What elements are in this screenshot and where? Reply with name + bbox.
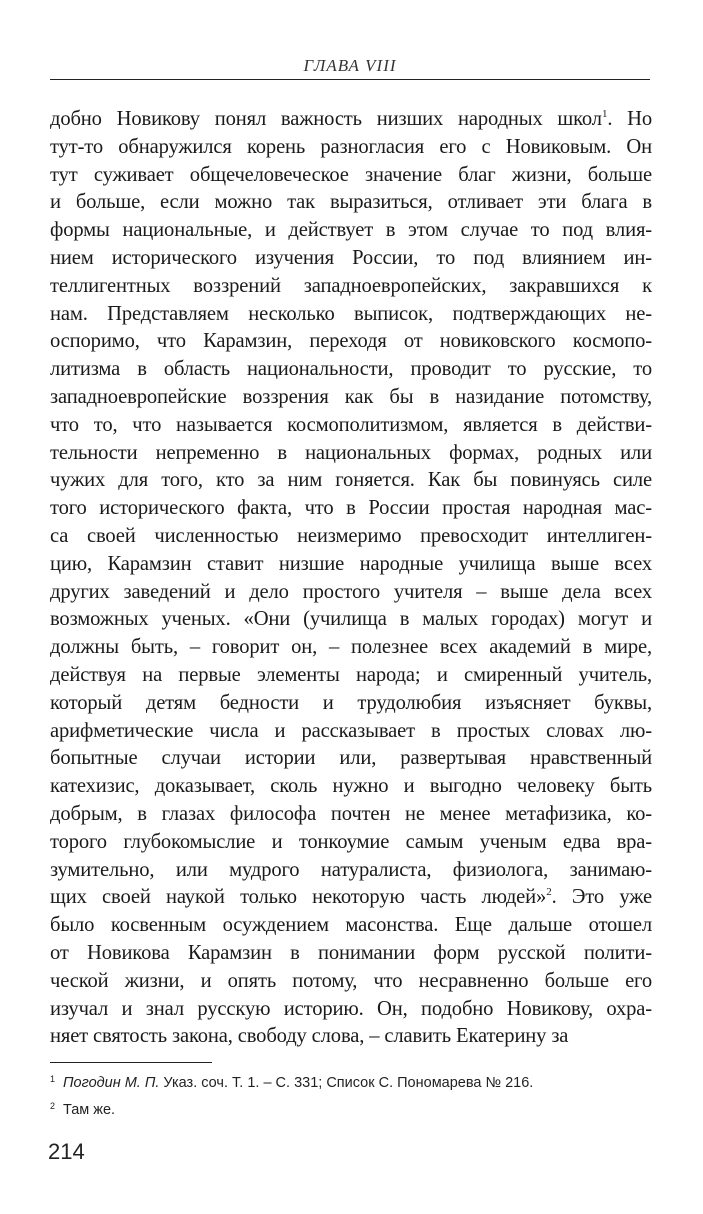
text-line (50, 440, 652, 468)
line-text: зумительно, или мудрого натуралиста, физиолога, занимаю- (50, 858, 652, 881)
text-line (50, 829, 652, 857)
text-line (50, 857, 652, 885)
line-text-tail: . Но (607, 108, 653, 130)
footnote-1 (50, 1070, 650, 1092)
line-text: тут-то обнаружился корень разногласия его с Новиковым. Он (50, 135, 652, 158)
text-line (50, 718, 652, 746)
text-line (50, 996, 652, 1024)
line-text: западноевропейские воззрения как бы в назидание потомству, (50, 385, 652, 408)
line-text: что то, что называется космополитизмом, является в действи- (50, 413, 652, 436)
line-text: нам. Представляем несколько выписок, подтверждающих не- (50, 302, 652, 325)
line-text: и больше, если можно так выразиться, отливает эти блага в (50, 191, 652, 214)
text-line (50, 773, 652, 801)
text-line (50, 467, 652, 495)
line-text: катехизис, доказывает, сколь нужно и выгодно человеку быть (50, 775, 652, 798)
text-line (50, 134, 652, 162)
line-text: тельности непременно в национальных формах, родных или (50, 441, 652, 464)
text-line (50, 384, 652, 412)
line-text: который детям бедности и трудолюбия изъясняет буквы, (50, 691, 652, 714)
line-text: добрым, в глазах философа почтен не менее метафизика, ко- (50, 802, 652, 825)
line-text: бопытные случаи истории или, развертывая нравственный (50, 747, 652, 770)
text-line (50, 106, 652, 134)
footnote-rule (50, 1062, 212, 1063)
line-text: других заведений и дело простого учителя – выше дела всех (50, 580, 652, 603)
line-text: действуя на первые элементы народа; и смиренный учитель, (50, 663, 652, 686)
line-text: торого глубокомыслие и тонкоумие самым ученым едва вра- (50, 830, 652, 853)
line-text: того исторического факта, что в России простая народная мас- (50, 497, 652, 520)
line-text: от Новикова Карамзин в понимании форм русской полити- (50, 941, 652, 964)
text-line (50, 551, 652, 579)
text-line (50, 301, 652, 329)
text-line (50, 912, 652, 940)
text-line (50, 745, 652, 773)
line-text: теллигентных воззрений западноевропейских, закравшихся к (50, 274, 652, 297)
line-text: литизма в область национальности, проводит то русские, то (50, 358, 652, 381)
line-text: возможных ученых. «Они (училища в малых городах) могут и (50, 608, 652, 631)
line-text: добно Новикову понял важность низших народных школ (50, 108, 602, 130)
text-line (50, 968, 652, 996)
text-line (50, 189, 652, 217)
line-text: чужих для того, кто за ним гоняется. Как бы повинуясь силе (50, 469, 652, 492)
line-text: са своей численностью неизмеримо превосходит интеллиген- (50, 524, 652, 547)
text-line (50, 690, 652, 718)
text-line (50, 162, 652, 190)
running-head: ГЛАВА VIII (303, 56, 397, 75)
text-line (50, 245, 652, 273)
line-text: арифметические числа и рассказывает в простых словах лю- (50, 719, 652, 742)
text-line (50, 634, 652, 662)
footnote-author: Погодин М. П. (63, 1075, 160, 1091)
text-line (50, 523, 652, 551)
page-number: 214 (48, 1139, 85, 1164)
line-text: должны быть, – говорит он, – полезнее всех академий в мире, (50, 636, 652, 659)
header-rule (50, 79, 650, 80)
line-text: ческой жизни, и опять потому, что несравненно больше его (50, 969, 652, 992)
line-text: няет святость закона, свободу слова, – славить Екатерину за (50, 1025, 569, 1048)
text-line (50, 217, 652, 245)
text-line (50, 884, 652, 912)
footnote-text: Там же. (63, 1102, 116, 1118)
footnote-text: Указ. соч. Т. 1. – С. 331; Список С. Пономарева № 216. (159, 1075, 534, 1091)
text-line (50, 662, 652, 690)
text-line (50, 579, 652, 607)
line-text: цию, Карамзин ставит низшие народные училища выше всех (50, 552, 652, 575)
line-text-tail: . Это уже (551, 886, 652, 909)
line-text: щих своей наукой только некоторую часть людей» (50, 886, 547, 909)
text-line (50, 940, 652, 968)
text-line (50, 801, 652, 829)
footnote-ref: 2 (546, 886, 552, 899)
line-text: нием исторического изучения России, то под влиянием ин- (50, 246, 652, 269)
footnote-mark: 1 (50, 1074, 56, 1084)
footnote-2 (50, 1097, 650, 1119)
line-text: тут суживает общечеловеческое значение благ жизни, больше (50, 163, 652, 186)
body-text (50, 106, 652, 1051)
text-line (50, 412, 652, 440)
line-text: изучал и знал русскую историю. Он, подобно Новикову, охра- (50, 997, 652, 1020)
text-line (50, 495, 652, 523)
footnote-ref: 1 (601, 108, 608, 120)
line-text: было косвенным осуждением масонства. Еще дальше отошел (50, 914, 652, 937)
line-text: формы национальные, и действует в этом случае то под влия- (50, 219, 652, 242)
text-line (50, 1023, 652, 1051)
text-line (50, 273, 652, 301)
text-line (50, 356, 652, 384)
footnote-mark: 2 (50, 1101, 56, 1111)
text-line (50, 328, 652, 356)
line-text: оспоримо, что Карамзин, переходя от новиковского космопо- (50, 330, 652, 353)
text-line (50, 606, 652, 634)
